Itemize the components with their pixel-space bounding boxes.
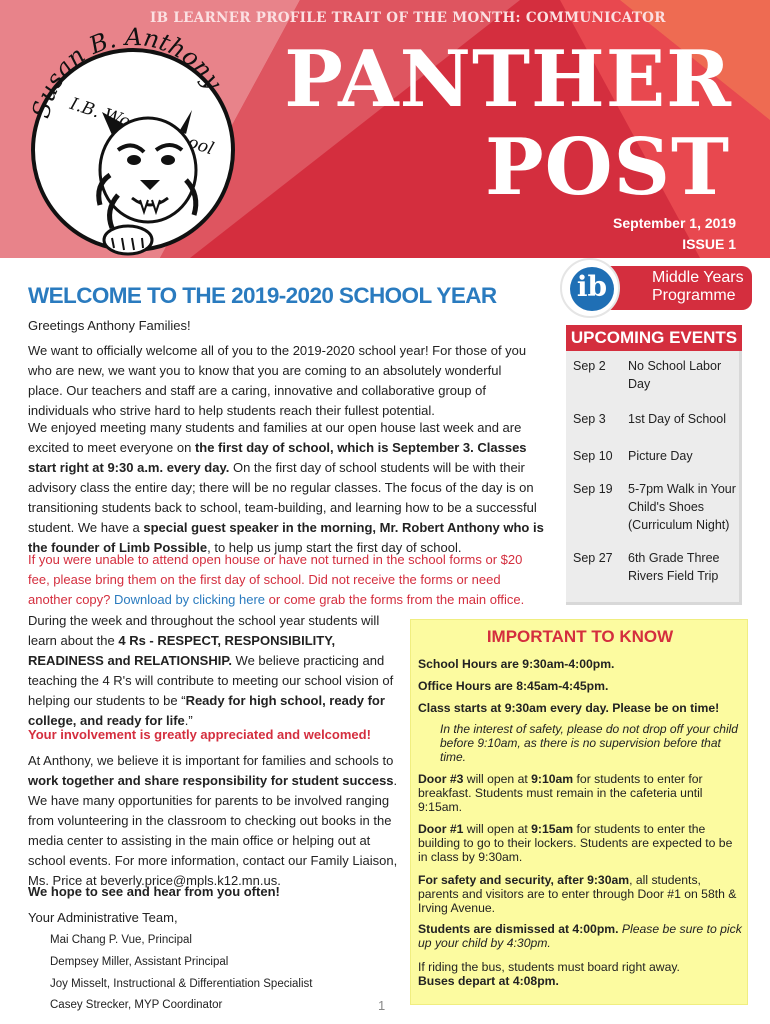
event-desc: 1st Day of School xyxy=(628,412,726,426)
school-logo xyxy=(0,0,250,258)
ib-line1: Middle Years xyxy=(652,269,744,286)
event-desc: 6th Grade Three Rivers Field Trip xyxy=(628,551,720,583)
safety-note: In the interest of safety, please do not drop off your child before 9:10am, as there is no supervision before that time. xyxy=(440,722,738,764)
trait-banner: IB LEARNER PROFILE TRAIT OF THE MONTH: COMMUNICATOR xyxy=(150,10,666,26)
issue-date: September 1, 2019 xyxy=(613,215,736,231)
ib-line2: Programme xyxy=(652,287,736,304)
upcoming-events-box xyxy=(566,325,742,605)
bus-info: If riding the bus, students must board right away. Buses depart at 4:08pm. xyxy=(418,960,680,988)
masthead-header xyxy=(0,0,770,258)
door1-info: Door #1 will open at 9:15am for students to enter the building to go to their lockers. Students are expected to be in class by 9:30am. xyxy=(418,822,733,864)
issue-number: ISSUE 1 xyxy=(682,236,736,252)
dismissal-info: Students are dismissed at 4:00pm. Please be sure to pick up your child by 4:30pm. xyxy=(418,922,742,950)
paragraph-welcome: We want to officially welcome all of you to the 2019-2020 school year! For those of you who are new, we want you to know that you are coming to an absolutely wonderful place. Our teachers and staff are a caring, innovative and collaborative group of individuals who strive hard to help students reach their fullest potential. xyxy=(28,343,527,418)
important-title: IMPORTANT TO KNOW xyxy=(486,627,674,646)
page-number: 1 xyxy=(378,998,386,1013)
event-date: Sep 3 xyxy=(573,412,606,426)
event-date: Sep 27 xyxy=(573,551,613,565)
paragraph-forms: If you were unable to attend open house or have not turned in the school forms or $20 fee, please bring them on the first day of school. Did not receive the forms or need another copy? Download by clicking here or come grab the forms from the main office. xyxy=(28,552,525,607)
svg-text:Susan B. Anthony: Susan B. Anthony xyxy=(26,22,228,121)
school-hours: School Hours are 9:30am-4:00pm. xyxy=(418,657,615,671)
event-date: Sep 19 xyxy=(573,482,613,496)
event-desc: Picture Day xyxy=(628,449,693,463)
paragraph-4rs: During the week and throughout the school year students will learn about the 4 Rs - RESPECT, RESPONSIBILITY, READINESS and RELATIONSHIP. We believe practicing and teaching the 4 R's will contribute to meeting our school vision of helping our students to be “Ready for high school, ready for college, and ready for life.” xyxy=(28,613,394,728)
class-start: Class starts at 9:30am every day. Please be on time! xyxy=(418,701,720,715)
signature-myp-coordinator: Casey Strecker, MYP Coordinator xyxy=(50,999,223,1011)
masthead-title-line2: POST xyxy=(485,122,730,213)
paragraph-involvement: At Anthony, we believe it is important for families and schools to work together and share responsibility for student success. We have many opportunities for parents to be involved ranging from volunteering in the classroom to checking out books in the media center to assisting in the main office or helping out at school events. For more information, contact our Family Liaison, Ms. Price at beverly.price@mpls.k12.mn.us. xyxy=(28,753,398,888)
signature-specialist: Joy Misselt, Instructional & Differentiation Specialist xyxy=(50,978,313,990)
ib-circle xyxy=(560,258,620,318)
office-hours: Office Hours are 8:45am-4:45pm. xyxy=(418,679,609,693)
closing-hope: We hope to see and hear from you often! xyxy=(28,884,280,899)
signature-assistant-principal: Dempsey Miller, Assistant Principal xyxy=(50,956,229,968)
security-info: For safety and security, after 9:30am, all students, parents and visitors are to enter through Door #1 on 58th & Irving Avenue. xyxy=(418,873,737,915)
ib-myp-logo xyxy=(558,258,758,318)
greeting: Greetings Anthony Families! xyxy=(28,318,191,333)
paragraph-open-house: We enjoyed meeting many students and families at our open house last week and are excited to meet everyone on the first day of school, which is September 3. Classes start right at 9:30 a.m. every day. On the first day of school students will be with their advisory class the entire day; there will be no regular classes. The focus of the day is on transitioning students back to school, team-building, and learning how to be a successful student. We have a special guest speaker in the morning, Mr. Robert Anthony who is the founder of Limb Possible, to help us jump start the first day of school. xyxy=(28,420,544,555)
ib-icon: ib xyxy=(570,267,614,311)
event-desc: 5-7pm Walk in Your Child's Shoes (Curriculum Night) xyxy=(628,482,736,532)
important-to-know-box xyxy=(410,619,748,1005)
event-desc: No School Labor Day xyxy=(628,359,722,391)
closing-line: Your Administrative Team, xyxy=(28,910,178,925)
involvement-callout: Your involvement is greatly appreciated and welcomed! xyxy=(28,727,371,742)
event-date: Sep 2 xyxy=(573,359,606,373)
download-forms-link[interactable]: Download by clicking here xyxy=(114,592,266,607)
signature-principal: Mai Chang P. Vue, Principal xyxy=(50,934,192,946)
door3-info: Door #3 will open at 9:10am for students to enter for breakfast. Students must remain in the cafeteria until 9:15am. xyxy=(418,772,703,814)
events-title: UPCOMING EVENTS xyxy=(566,325,742,351)
article-title: WELCOME TO THE 2019-2020 SCHOOL YEAR xyxy=(28,283,497,308)
event-date: Sep 10 xyxy=(573,449,613,463)
masthead-title-line1: PANTHER xyxy=(284,34,732,125)
svg-text:I.B. World School: I.B. xyxy=(67,94,103,123)
